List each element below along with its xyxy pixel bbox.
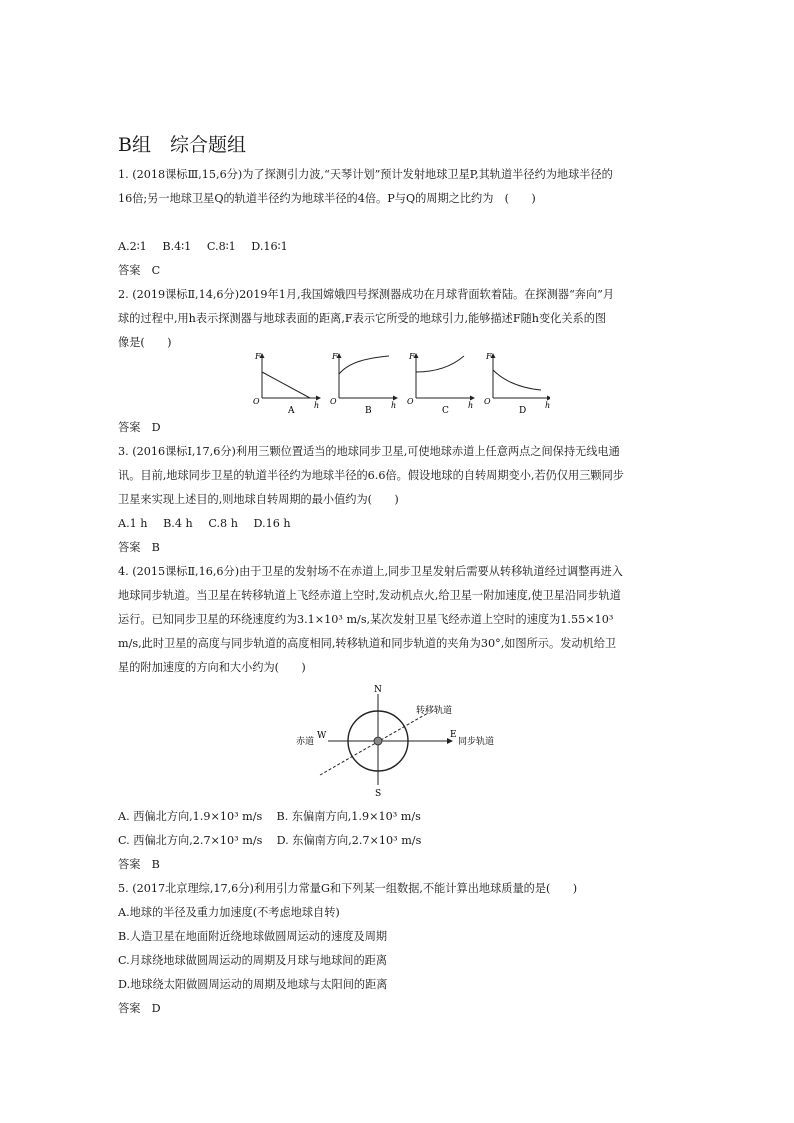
orbit-diagram (290, 680, 510, 800)
transfer-orbit-line (320, 713, 428, 775)
graph-c-caption: C (442, 406, 449, 416)
graph-b-caption: B (365, 406, 372, 416)
q3-options (118, 517, 303, 531)
q1-answer: 答案 C (118, 264, 161, 277)
q2-graphs (250, 350, 550, 420)
graph-b-h-label: h (391, 401, 397, 410)
graph-d (484, 352, 550, 416)
graph-b-f-label: F (332, 352, 338, 361)
q4-text-line2: 地球同步轨道。当卫星在转移轨道上飞经赤道上空时,发动机点火,给卫星一附加速度,使卫星沿同步轨道 (118, 589, 621, 602)
label-equator: 赤道 (296, 737, 315, 747)
satellite-dot (374, 737, 382, 745)
graph-a-o-label: O (253, 397, 260, 406)
q1-option-d: D.16∶1 (251, 240, 288, 253)
q4-text-line4: m/s,此时卫星的高度与同步轨道的高度相同,转移轨道和同步轨道的夹角为30°,如图所示。发动机给卫 (118, 637, 617, 650)
graph-c-f-label: F (409, 352, 415, 361)
label-s: S (375, 789, 382, 799)
label-w: W (317, 731, 327, 741)
q5-option-b: B.人造卫星在地面附近绕地球做圆周运动的速度及周期 (118, 930, 388, 943)
q5-text-line1: 5. (2017北京理综,17,6分)利用引力常量G和下列某一组数据,不能计算出地球质量的是( ) (118, 882, 578, 895)
graph-d-f-label: F (486, 352, 492, 361)
graph-d-h-label: h (545, 401, 550, 410)
q1-option-b: B.4∶1 (162, 240, 192, 253)
q3-text-line3: 卫星来实现上述目的,则地球自转周期的最小值约为( ) (118, 493, 399, 506)
q1-text-line1: 1. (2018课标Ⅲ,15,6分)为了探测引力波,“天琴计划”预计发射地球卫星P,其轨道半径约为地球半径的 (118, 168, 613, 181)
label-sync-orbit: 同步轨道 (458, 737, 495, 747)
q4-option-a: A. 西偏北方向,1.9×10³ m/s (118, 810, 263, 823)
section-title: B组 综合题组 (118, 134, 246, 156)
q2-text-line2: 球的过程中,用h表示探测器与地球表面的距离,F表示它所受的地球引力,能够描述F随h变化关系的图 (118, 312, 607, 325)
q3-text-line2: 讯。目前,地球同步卫星的轨道半径约为地球半径的6.6倍。假设地球的自转周期变小,若仍仅用三颗同步 (118, 469, 624, 482)
graph-a (253, 352, 320, 416)
q5-option-a: A.地球的半径及重力加速度(不考虑地球自转) (118, 906, 340, 919)
q5-option-d: D.地球绕太阳做圆周运动的周期及地球与太阳间的距离 (118, 978, 388, 991)
q4-text-line3: 运行。已知同步卫星的环绕速度约为3.1×10³ m/s,某次发射卫星飞经赤道上空时的速度为1.55×10³ (118, 613, 614, 626)
graph-d-caption: D (519, 406, 527, 416)
q4-text-line5: 星的附加速度的方向和大小约为( ) (118, 661, 306, 674)
q1-text-line2: 16倍;另一地球卫星Q的轨道半径约为地球半径的4倍。P与Q的周期之比约为 ( ) (118, 192, 536, 205)
graph-a-caption: A (288, 406, 295, 416)
q2-answer: 答案 D (118, 421, 161, 434)
graph-b-o-label: O (330, 397, 337, 406)
q3-text-line1: 3. (2016课标Ⅰ,17,6分)利用三颗位置适当的地球同步卫星,可使地球赤道上任意两点之间保持无线电通 (118, 445, 620, 458)
graph-a-f-label: F (255, 352, 261, 361)
q4-option-d: D. 东偏南方向,2.7×10³ m/s (276, 834, 422, 847)
q4-answer: 答案 B (118, 858, 160, 871)
q2-text-line1: 2. (2019课标Ⅱ,14,6分)2019年1月,我国嫦娥四号探测器成功在月球背面软着陆。在探测器“奔向”月 (118, 288, 615, 301)
q3-option-d: D.16 h (253, 517, 291, 530)
q3-option-b: B.4 h (163, 517, 193, 530)
label-n: N (374, 685, 382, 695)
graph-c (407, 352, 474, 416)
q5-answer: 答案 D (118, 1002, 161, 1015)
q1-option-c: C.8∶1 (206, 240, 236, 253)
q5-option-c: C.月球绕地球做圆周运动的周期及月球与地球间的距离 (118, 954, 388, 967)
label-transfer-orbit: 转移轨道 (416, 706, 453, 716)
q1-options (118, 240, 300, 254)
q3-option-a: A.1 h (118, 517, 148, 530)
q4-text-line1: 4. (2015课标Ⅱ,16,6分)由于卫星的发射场不在赤道上,同步卫星发射后需要从转移轨道经过调整再进入 (118, 565, 623, 578)
q2-text-line3: 像是( ) (118, 336, 172, 349)
q3-option-c: C.8 h (208, 517, 238, 530)
graph-b (330, 352, 397, 416)
graph-c-o-label: O (407, 397, 414, 406)
label-e: E (450, 730, 457, 740)
graph-c-h-label: h (468, 401, 474, 410)
q4-option-c: C. 西偏北方向,2.7×10³ m/s (118, 834, 263, 847)
graph-d-o-label: O (484, 397, 491, 406)
q4-option-row2 (118, 834, 421, 848)
q3-answer: 答案 B (118, 541, 160, 554)
q4-option-b: B. 东偏南方向,1.9×10³ m/s (276, 810, 421, 823)
q1-option-a: A.2∶1 (118, 240, 147, 253)
graph-a-h-label: h (314, 401, 320, 410)
q4-option-row1 (118, 810, 421, 824)
